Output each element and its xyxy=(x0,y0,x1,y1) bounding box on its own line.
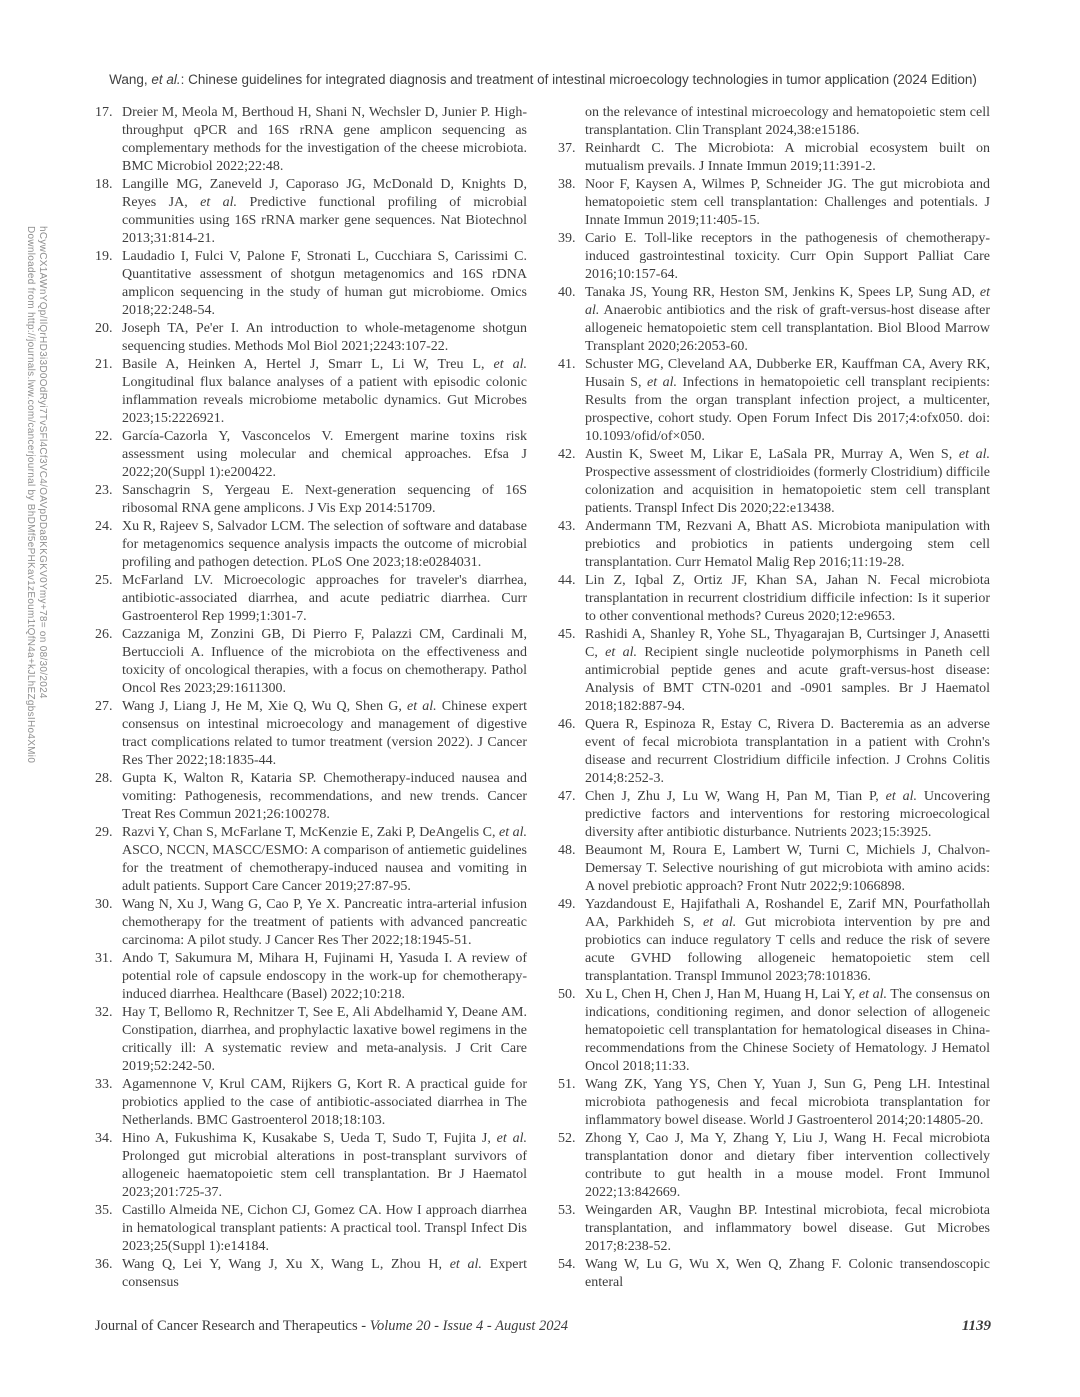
italic-text: et al. xyxy=(858,987,887,1002)
reference-number: 23. xyxy=(95,483,113,498)
reference-item xyxy=(95,824,527,896)
text: Ando T, Sakumura M, Mihara H, Fujinami H, Yasuda I. A review of potential role of capsule endoscopy in the work-up for chemotherapy-induced diarrhea. Healthcare (Basel) 2022;10:218. xyxy=(122,951,527,1002)
running-header xyxy=(95,72,991,87)
reference-item xyxy=(95,896,527,950)
reference-item xyxy=(95,770,527,824)
reference-number: 21. xyxy=(95,357,113,372)
reference-number: 26. xyxy=(95,627,113,642)
text: Wang N, Xu J, Wang G, Cao P, Ye X. Pancreatic intra-arterial infusion chemotherapy for the treatment of patients with advanced pancreatic carcinoma: A pilot study. J Cancer Res Ther 2022;18:1945-51. xyxy=(122,897,527,948)
reference-item xyxy=(558,842,990,896)
italic-text: et al. xyxy=(200,195,238,210)
text: : Chinese guidelines for integrated diagnosis and treatment of intestinal microecology technologies in tumor application (2024 Edition) xyxy=(180,72,977,87)
reference-number: 30. xyxy=(95,897,113,912)
text: Yazdandoust E, Hajifathali A, Roshandel E, Zarif MN, Pourfathollah AA, Parkhideh S, xyxy=(585,897,990,930)
reference-item xyxy=(558,788,990,842)
text: Quera R, Espinoza R, Estay C, Rivera D. Bacteremia as an adverse event of fecal microbiota transplantation in a patient with Crohn's disease and recurrent Clostridium difficile infection. J Crohns Colitis 2014;8:252-3. xyxy=(585,717,990,786)
text: Basile A, Heinken A, Hertel J, Smarr L, Li W, Treu L, xyxy=(122,357,494,372)
reference-item xyxy=(558,356,990,446)
reference-text xyxy=(585,177,990,228)
text: Tanaka JS, Young RR, Heston SM, Jenkins K, Spees LP, Sung AD, xyxy=(585,285,980,300)
italic-text: et al. xyxy=(151,72,181,87)
issue-info: - Volume 20 - Issue 4 - August 2024 xyxy=(357,1318,569,1334)
italic-text: et al. xyxy=(958,447,990,462)
reference-item xyxy=(95,1130,527,1202)
text: Cario E. Toll-like receptors in the pathogenesis of chemotherapy-induced gastrointestinal toxicity. Curr Opin Support Palliat Care 2016;10:157-64. xyxy=(585,231,990,282)
italic-text: et al. xyxy=(702,915,737,930)
text: Noor F, Kaysen A, Wilmes P, Schneider JG. The gut microbiota and hematopoietic stem cell transplantation: Challenges and potentials. J Innate Immun 2019;11:405-15. xyxy=(585,177,990,228)
reference-number: 32. xyxy=(95,1005,113,1020)
reference-number: 47. xyxy=(558,789,576,804)
reference-item xyxy=(95,482,527,518)
reference-text xyxy=(585,519,990,570)
reference-text xyxy=(585,1203,990,1254)
text: Langille MG, Zaneveld J, Caporaso JG, McDonald D, Knights D, Reyes JA, xyxy=(122,177,527,210)
reference-text xyxy=(122,321,527,354)
reference-text xyxy=(585,1257,990,1290)
reference-text xyxy=(585,1077,990,1128)
text: Prospective assessment of clostridioides (formerly Clostridium) difficile colonization and acquisition in hematopoietic stem cell transplant patients. Transpl Infect Dis 2020;22:e13438. xyxy=(585,465,990,516)
reference-item xyxy=(95,572,527,626)
reference-item xyxy=(558,104,990,140)
text: Weingarden AR, Vaughn BP. Intestinal microbiota, fecal microbiota transplantation, and inflammatory bowel disease. Gut Microbes 2017;8:238-52. xyxy=(585,1203,990,1254)
reference-text xyxy=(122,105,527,174)
reference-number: 35. xyxy=(95,1203,113,1218)
reference-text xyxy=(585,573,990,624)
reference-text xyxy=(122,177,527,246)
reference-text xyxy=(585,843,990,894)
italic-text: et al. xyxy=(498,825,528,840)
text: Sanschagrin S, Yergeau E. Next-generation sequencing of 16S ribosomal RNA gene amplicons. J Vis Exp 2014:51709. xyxy=(122,483,527,516)
reference-number: 19. xyxy=(95,249,113,264)
reference-text xyxy=(585,627,990,714)
italic-text: et al. xyxy=(496,1131,528,1146)
text: Prolonged gut microbial alterations in post-transplant survivors of allogeneic haematopoietic stem cell transplantation. Br J Haematol 2023;201:725-37. xyxy=(122,1149,527,1200)
reference-number: 40. xyxy=(558,285,576,300)
text: Agamennone V, Krul CAM, Rijkers G, Kort R. A practical guide for probiotics applied to the case of antibiotic-associated diarrhea in The Netherlands. BMC Gastroenterol 2018;18:103. xyxy=(122,1077,527,1128)
reference-number: 29. xyxy=(95,825,113,840)
text: Wang ZK, Yang YS, Chen Y, Yuan J, Sun G, Peng LH. Intestinal microbiota pathogenesis and fecal microbiota transplantation for inflammatory bowel disease. World J Gastroenterol 2014;20:14805-20. xyxy=(585,1077,990,1128)
text: Longitudinal flux balance analyses of a patient with episodic colonic inflammation reveals microbiome metabolic dynamics. Gut Microbes 2023;15:2226921. xyxy=(122,375,527,426)
text: Lin Z, Iqbal Z, Ortiz JF, Khan SA, Jahan N. Fecal microbiota transplantation in recurrent clostridium difficile infection: Is it superior to other conventional methods? Cureus 2020;12:e9653. xyxy=(585,573,990,624)
reference-number: 41. xyxy=(558,357,576,372)
text: Hino A, Fukushima K, Kusakabe S, Ueda T, Sudo T, Fujita J, xyxy=(122,1131,497,1146)
reference-item xyxy=(95,320,527,356)
reference-text xyxy=(122,951,527,1002)
reference-text xyxy=(122,897,527,948)
reference-item xyxy=(95,1076,527,1130)
text: Austin K, Sweet M, Likar E, LaSala PR, Murray A, Wen S, xyxy=(585,447,959,462)
reference-item xyxy=(95,950,527,1004)
reference-text xyxy=(585,231,990,282)
reference-item xyxy=(558,1076,990,1130)
reference-number: 44. xyxy=(558,573,576,588)
reference-number: 27. xyxy=(95,699,113,714)
reference-number: 25. xyxy=(95,573,113,588)
reference-number: 48. xyxy=(558,843,576,858)
text: Castillo Almeida NE, Cichon CJ, Gomez CA. How I approach diarrhea in hematological transplant patients: A practical tool. Transpl Infect Dis 2023;25(Suppl 1):e14184. xyxy=(122,1203,527,1254)
reference-text xyxy=(122,1203,527,1254)
text: Cazzaniga M, Zonzini GB, Di Pierro F, Palazzi CM, Cardinali M, Bertuccioli A. Influence of the microbiota on the effectiveness and toxicity of oncological therapies, with a focus on chemotherapy. Pathol Oncol Res 2023;29:1611300. xyxy=(122,627,527,696)
reference-item xyxy=(558,284,990,356)
reference-number: 17. xyxy=(95,105,113,120)
reference-item xyxy=(95,1256,527,1292)
text: Razvi Y, Chan S, McFarlane T, McKenzie E, Zaki P, DeAngelis C, xyxy=(122,825,499,840)
reference-text xyxy=(585,357,990,444)
reference-item xyxy=(558,572,990,626)
reference-number: 18. xyxy=(95,177,113,192)
reference-number: 51. xyxy=(558,1077,576,1092)
reference-item xyxy=(558,716,990,788)
reference-text xyxy=(122,1257,527,1290)
text: Anaerobic antibiotics and the risk of graft-versus-host disease after allogeneic hematopoietic stem cell transplantation. Biol Blood Marrow Transplant 2020;26:2053-60. xyxy=(585,303,990,354)
reference-item xyxy=(558,176,990,230)
reference-text xyxy=(122,357,527,426)
reference-number: 49. xyxy=(558,897,576,912)
reference-item xyxy=(558,1130,990,1202)
text: Reinhardt C. The Microbiota: A microbial ecosystem built on mutualism prevails. J Innate Immun 2019;11:391-2. xyxy=(585,141,990,174)
reference-item xyxy=(95,176,527,248)
text: Wang W, Lu G, Wu X, Wen Q, Zhang F. Colonic transendoscopic enteral xyxy=(585,1257,990,1290)
reference-item xyxy=(558,518,990,572)
text: Chen J, Zhu J, Lu W, Wang H, Pan M, Tian P, xyxy=(585,789,886,804)
reference-text xyxy=(122,825,527,894)
italic-text: et al. xyxy=(885,789,918,804)
text: Infections in hematopoietic cell transplant recipients: Results from the organ transplant infection project, a multicenter, prospective, cohort study. Open Forum Infect Dis 2017;4:ofx050. doi: 10.1093/ofid/of×050. xyxy=(585,375,990,444)
download-watermark xyxy=(24,226,48,1026)
reference-text xyxy=(122,1077,527,1128)
reference-number: 20. xyxy=(95,321,113,336)
reference-text xyxy=(122,429,527,480)
page-footer xyxy=(95,1318,991,1335)
reference-item xyxy=(558,986,990,1076)
reference-number: 38. xyxy=(558,177,576,192)
journal-name: Journal of Cancer Research and Therapeutics xyxy=(95,1318,358,1334)
reference-text xyxy=(585,105,990,138)
text: Xu L, Chen H, Chen J, Han M, Huang H, Lai Y, xyxy=(585,987,859,1002)
italic-text: et al. xyxy=(407,699,437,714)
reference-item xyxy=(95,356,527,428)
watermark-line-2: hCywCX1AWnYQp/IlQrHD3i3D0OdRyi7TvSFl4Cf3VC4/OAVpDDa8KKGKV0Ymy+78= on 08/30/2024 xyxy=(37,226,48,699)
text: García-Cazorla Y, Vasconcelos V. Emergent marine toxins risk assessment using molecular and chemical approaches. Efsa J 2022;20(Suppl 1):e200422. xyxy=(122,429,527,480)
reference-number: 28. xyxy=(95,771,113,786)
text: Laudadio I, Fulci V, Palone F, Stronati L, Cucchiara S, Carissimi C. Quantitative assessment of shotgun metagenomics and 16S rDNA amplicon sequencing in the study of human gut microbiome. Omics 2018;22:248-54. xyxy=(122,249,527,318)
italic-text: et al. xyxy=(449,1257,482,1272)
reference-item xyxy=(95,428,527,482)
text: Xu R, Rajeev S, Salvador LCM. The selection of software and database for metagenomics sequence analysis impacts the outcome of microbial profiling and pathogen detection. PLoS One 2023;18:e0284031. xyxy=(122,519,527,570)
reference-number: 54. xyxy=(558,1257,576,1272)
reference-text xyxy=(585,987,990,1074)
italic-text: et al. xyxy=(493,357,527,372)
reference-text xyxy=(122,249,527,318)
reference-number: 46. xyxy=(558,717,576,732)
reference-item xyxy=(558,140,990,176)
text: on the relevance of intestinal microecology and hematopoietic stem cell transplantation. Clin Transplant 2024,38:e15186. xyxy=(585,105,990,138)
text: ASCO, NCCN, MASCC/ESMO: A comparison of antiemetic guidelines for the treatment of chemotherapy-induced nausea and vomiting in adult patients. Support Care Cancer 2019;27:87-95. xyxy=(122,843,527,894)
reference-item xyxy=(95,518,527,572)
reference-number: 31. xyxy=(95,951,113,966)
references-section xyxy=(95,104,991,1292)
text: Uncovering predictive factors and interventions for restoring microecological diversity after antibiotic disturbance. Nutrients 2023;15:3925. xyxy=(585,789,991,840)
reference-text xyxy=(585,897,990,984)
journal-footer-line xyxy=(95,1318,568,1335)
reference-number: 39. xyxy=(558,231,576,246)
reference-item xyxy=(558,1202,990,1256)
reference-item xyxy=(558,896,990,986)
text: Zhong Y, Cao J, Ma Y, Zhang Y, Liu J, Wang H. Fecal microbiota transplantation donor and dietary fiber intervention collectively contribute to gut health in a mouse model. Front Immunol 2022;13:842669. xyxy=(585,1131,990,1200)
text: Wang, xyxy=(109,72,152,87)
reference-text xyxy=(585,285,990,354)
text: Beaumont M, Roura E, Lambert W, Turni C, Michiels J, Chalvon-Demersay T. Selective nourishing of gut microbiota with amino acids: A novel prebiotic approach? Front Nutr 2022;9:1066898. xyxy=(585,843,990,894)
reference-number: 33. xyxy=(95,1077,113,1092)
text: Dreier M, Meola M, Berthoud H, Shani N, Wechsler D, Junier P. High-throughput qPCR and 16S rRNA gene amplicon sequencing as complementary methods for the investigation of the cheese microbiota. BMC Microbiol 2022;22:48. xyxy=(122,105,527,174)
reference-text xyxy=(122,1005,527,1074)
text: The consensus on indications, conditioning regimen, and donor selection of allogeneic hematopoietic cell transplantation for hematological diseases in China-recommendations from the Chinese Society of Hematology. J Hematol Oncol 2018;11:33. xyxy=(585,987,990,1074)
reference-number: 45. xyxy=(558,627,576,642)
reference-text xyxy=(122,483,527,516)
reference-number: 43. xyxy=(558,519,576,534)
reference-text xyxy=(585,141,990,174)
reference-number: 36. xyxy=(95,1257,113,1272)
reference-text xyxy=(585,789,990,840)
reference-text xyxy=(122,699,527,768)
reference-text xyxy=(122,573,527,624)
italic-text: et al. xyxy=(605,645,637,660)
italic-text: et al. xyxy=(585,285,990,318)
reference-number: 53. xyxy=(558,1203,576,1218)
page-number: 1139 xyxy=(961,1318,991,1334)
reference-number: 37. xyxy=(558,141,576,156)
text: Predictive functional profiling of microbial communities using 16S rRNA marker gene sequences. Nat Biotechnol 2013;31:814-21. xyxy=(122,195,527,246)
text: Hay T, Bellomo R, Rechnitzer T, See E, Ali Abdelhamid Y, Deane AM. Constipation, diarrhea, and prophylactic laxative bowel regimens in the critically ill: A systematic review and meta-analysis. J Crit Care 2019;52:242-50. xyxy=(122,1005,527,1074)
reference-item xyxy=(558,446,990,518)
reference-text xyxy=(585,1131,990,1200)
reference-item xyxy=(95,698,527,770)
references-column-right xyxy=(558,104,990,1292)
reference-text xyxy=(122,771,527,822)
reference-text xyxy=(122,1131,527,1200)
text: Gut microbiota intervention by pre and probiotics can induce regulatory T cells and reduce the risk of severe acute GVHD following allogeneic hematopoietic stem cell transplantation. Transpl Immunol 2023;78:101836. xyxy=(585,915,991,984)
references-column-left xyxy=(95,104,527,1292)
reference-item xyxy=(95,1202,527,1256)
text: Expert consensus xyxy=(122,1257,527,1290)
text: Recipient single nucleotide polymorphisms in Paneth cell antimicrobial peptide genes and acute graft-versus-host disease: Analysis of BMT CTN-0201 and -0901 samples. Br J Haematol 2018;182:887-94. xyxy=(585,645,991,714)
italic-text: et al. xyxy=(646,375,677,390)
text: Rashidi A, Shanley R, Yohe SL, Thyagarajan B, Curtsinger J, Anasetti C, xyxy=(585,627,990,660)
reference-number: 52. xyxy=(558,1131,576,1146)
reference-item xyxy=(558,1256,990,1292)
reference-text xyxy=(585,717,990,786)
text: Gupta K, Walton R, Kataria SP. Chemotherapy-induced nausea and vomiting: Pathogenesis, recommendations, and new trends. Cancer Treat Res Commun 2021;26:100278. xyxy=(122,771,527,822)
reference-item xyxy=(95,626,527,698)
text: Wang J, Liang J, He M, Xie Q, Wu Q, Shen G, xyxy=(122,699,408,714)
watermark-line-1: Downloaded from http://journals.lww.com/cancerjournal by BhDMf5ePHKav1zEoum1tQfN4a+kJLhEZgbsIHo4XMi0 xyxy=(25,226,36,764)
text: Andermann TM, Rezvani A, Bhatt AS. Microbiota manipulation with prebiotics and probiotics in patients undergoing stem cell transplantation. Curr Hematol Malig Rep 2016;11:19-28. xyxy=(585,519,990,570)
reference-item xyxy=(95,104,527,176)
reference-text xyxy=(585,447,990,516)
reference-number: 50. xyxy=(558,987,576,1002)
text: Wang Q, Lei Y, Wang J, Xu X, Wang L, Zhou H, xyxy=(122,1257,450,1272)
reference-number: 34. xyxy=(95,1131,113,1146)
text: Joseph TA, Pe'er I. An introduction to whole-metagenome shotgun sequencing studies. Methods Mol Biol 2021;2243:107-22. xyxy=(122,321,527,354)
reference-item xyxy=(95,1004,527,1076)
text: McFarland LV. Microecologic approaches for traveler's diarrhea, antibiotic-associated diarrhea, and acute pediatric diarrhea. Curr Gastroenterol Rep 1999;1:301-7. xyxy=(122,573,527,624)
reference-number: 24. xyxy=(95,519,113,534)
text: Schuster MG, Cleveland AA, Dubberke ER, Kauffman CA, Avery RK, Husain S, xyxy=(585,357,990,390)
reference-item xyxy=(558,230,990,284)
reference-text xyxy=(122,627,527,696)
reference-text xyxy=(122,519,527,570)
reference-number: 42. xyxy=(558,447,576,462)
text: Chinese expert consensus on intestinal microecology and management of digestive tract complications related to tumor treatment (version 2022). J Cancer Res Ther 2022;18:1835-44. xyxy=(122,699,527,768)
reference-item xyxy=(95,248,527,320)
reference-number: 22. xyxy=(95,429,113,444)
reference-item xyxy=(558,626,990,716)
